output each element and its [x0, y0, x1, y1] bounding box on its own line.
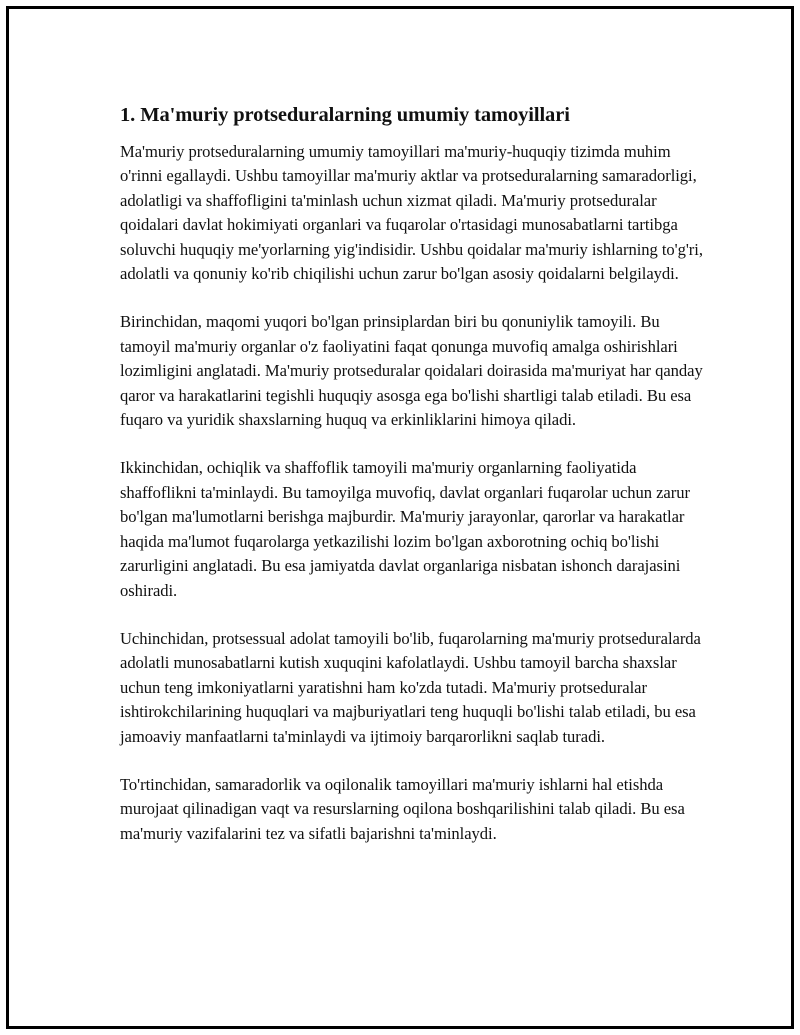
paragraph-third-principle: Uchinchidan, protsessual adolat tamoyili bo'lib, fuqarolarning ma'muriy protseduralarda adolatli munosabatlarni kutish xuquqini kafolatlaydi. Ushbu tamoyil barcha shaxslar uchun teng imkoniyatlarni yaratishni ham ko'zda tutadi. Ma'muriy protseduralar ishtirokchilarining huquqlari va majburiyatlari teng huquqli bo'lishi talab etiladi, bu esa jamoaviy manfaatlarni ta'minlaydi va ijtimoiy barqarorlikni saqlab turadi. [120, 628, 701, 746]
paragraph-fourth-principle: To'rtinchidan, samaradorlik va oqilonalik tamoyillari ma'muriy ishlarni hal etishda murojaat qilinadigan vaqt va resurslarning oqilona boshqarilishini talab qiladi. Bu esa ma'muriy vazifalarini tez va sifatli bajarishni ta'minlaydi. [120, 774, 685, 843]
page-frame [6, 6, 794, 1029]
section-heading: 1. Ma'muriy protseduralarning umumiy tamoyillari [120, 104, 570, 126]
paragraph-first-principle: Birinchidan, maqomi yuqori bo'lgan prinsiplardan biri bu qonuniylik tamoyili. Bu tamoyil ma'muriy organlar o'z faoliyatini faqat qonunga muvofiq amalga oshirishlari lozimligini anglatadi. Ma'muriy protseduralar qoidalari doirasida ma'muriyat har qanday qaror va harakatlarini tegishli huquqiy asosga ega bo'lishi shartligi talab etiladi. Bu esa fuqaro va yuridik shaxslarning huquq va erkinliklarini himoya qiladi. [120, 312, 703, 430]
paragraph-intro: Ma'muriy protseduralarning umumiy tamoyillari ma'muriy-huquqiy tizimda muhim o'rinni egallaydi. Ushbu tamoyillar ma'muriy aktlar va protseduralarning samaradorligi, adolatligi va shaffofligini ta'minlash uchun xizmat qiladi. Ma'muriy protseduralar qoidalari davlat hokimiyati organlari va fuqarolar o'rtasidagi munosabatlarni tartibga soluvchi huquqiy me'yorlarning yig'indisidir. Ushbu qoidalar ma'muriy ishlarning to'g'ri, adolatli va qonuniy ko'rib chiqilishi uchun zarur bo'lgan asosiy qoidalarni belgilaydi. [120, 142, 703, 284]
paragraph-second-principle: Ikkinchidan, ochiqlik va shaffoflik tamoyili ma'muriy organlarning faoliyatida shaffoflikni ta'minlaydi. Bu tamoyilga muvofiq, davlat organlari fuqarolar uchun zarur bo'lgan ma'lumotlarni berishga majburdir. Ma'muriy jarayonlar, qarorlar va harakatlar haqida ma'lumot fuqarolarga yetkazilishi lozim bo'lgan axborotning ochiq bo'lishi zarurligini anglatadi. Bu esa jamiyatda davlat organlariga nisbatan ishonch darajasini oshiradi. [120, 458, 690, 600]
document-body [120, 101, 705, 846]
